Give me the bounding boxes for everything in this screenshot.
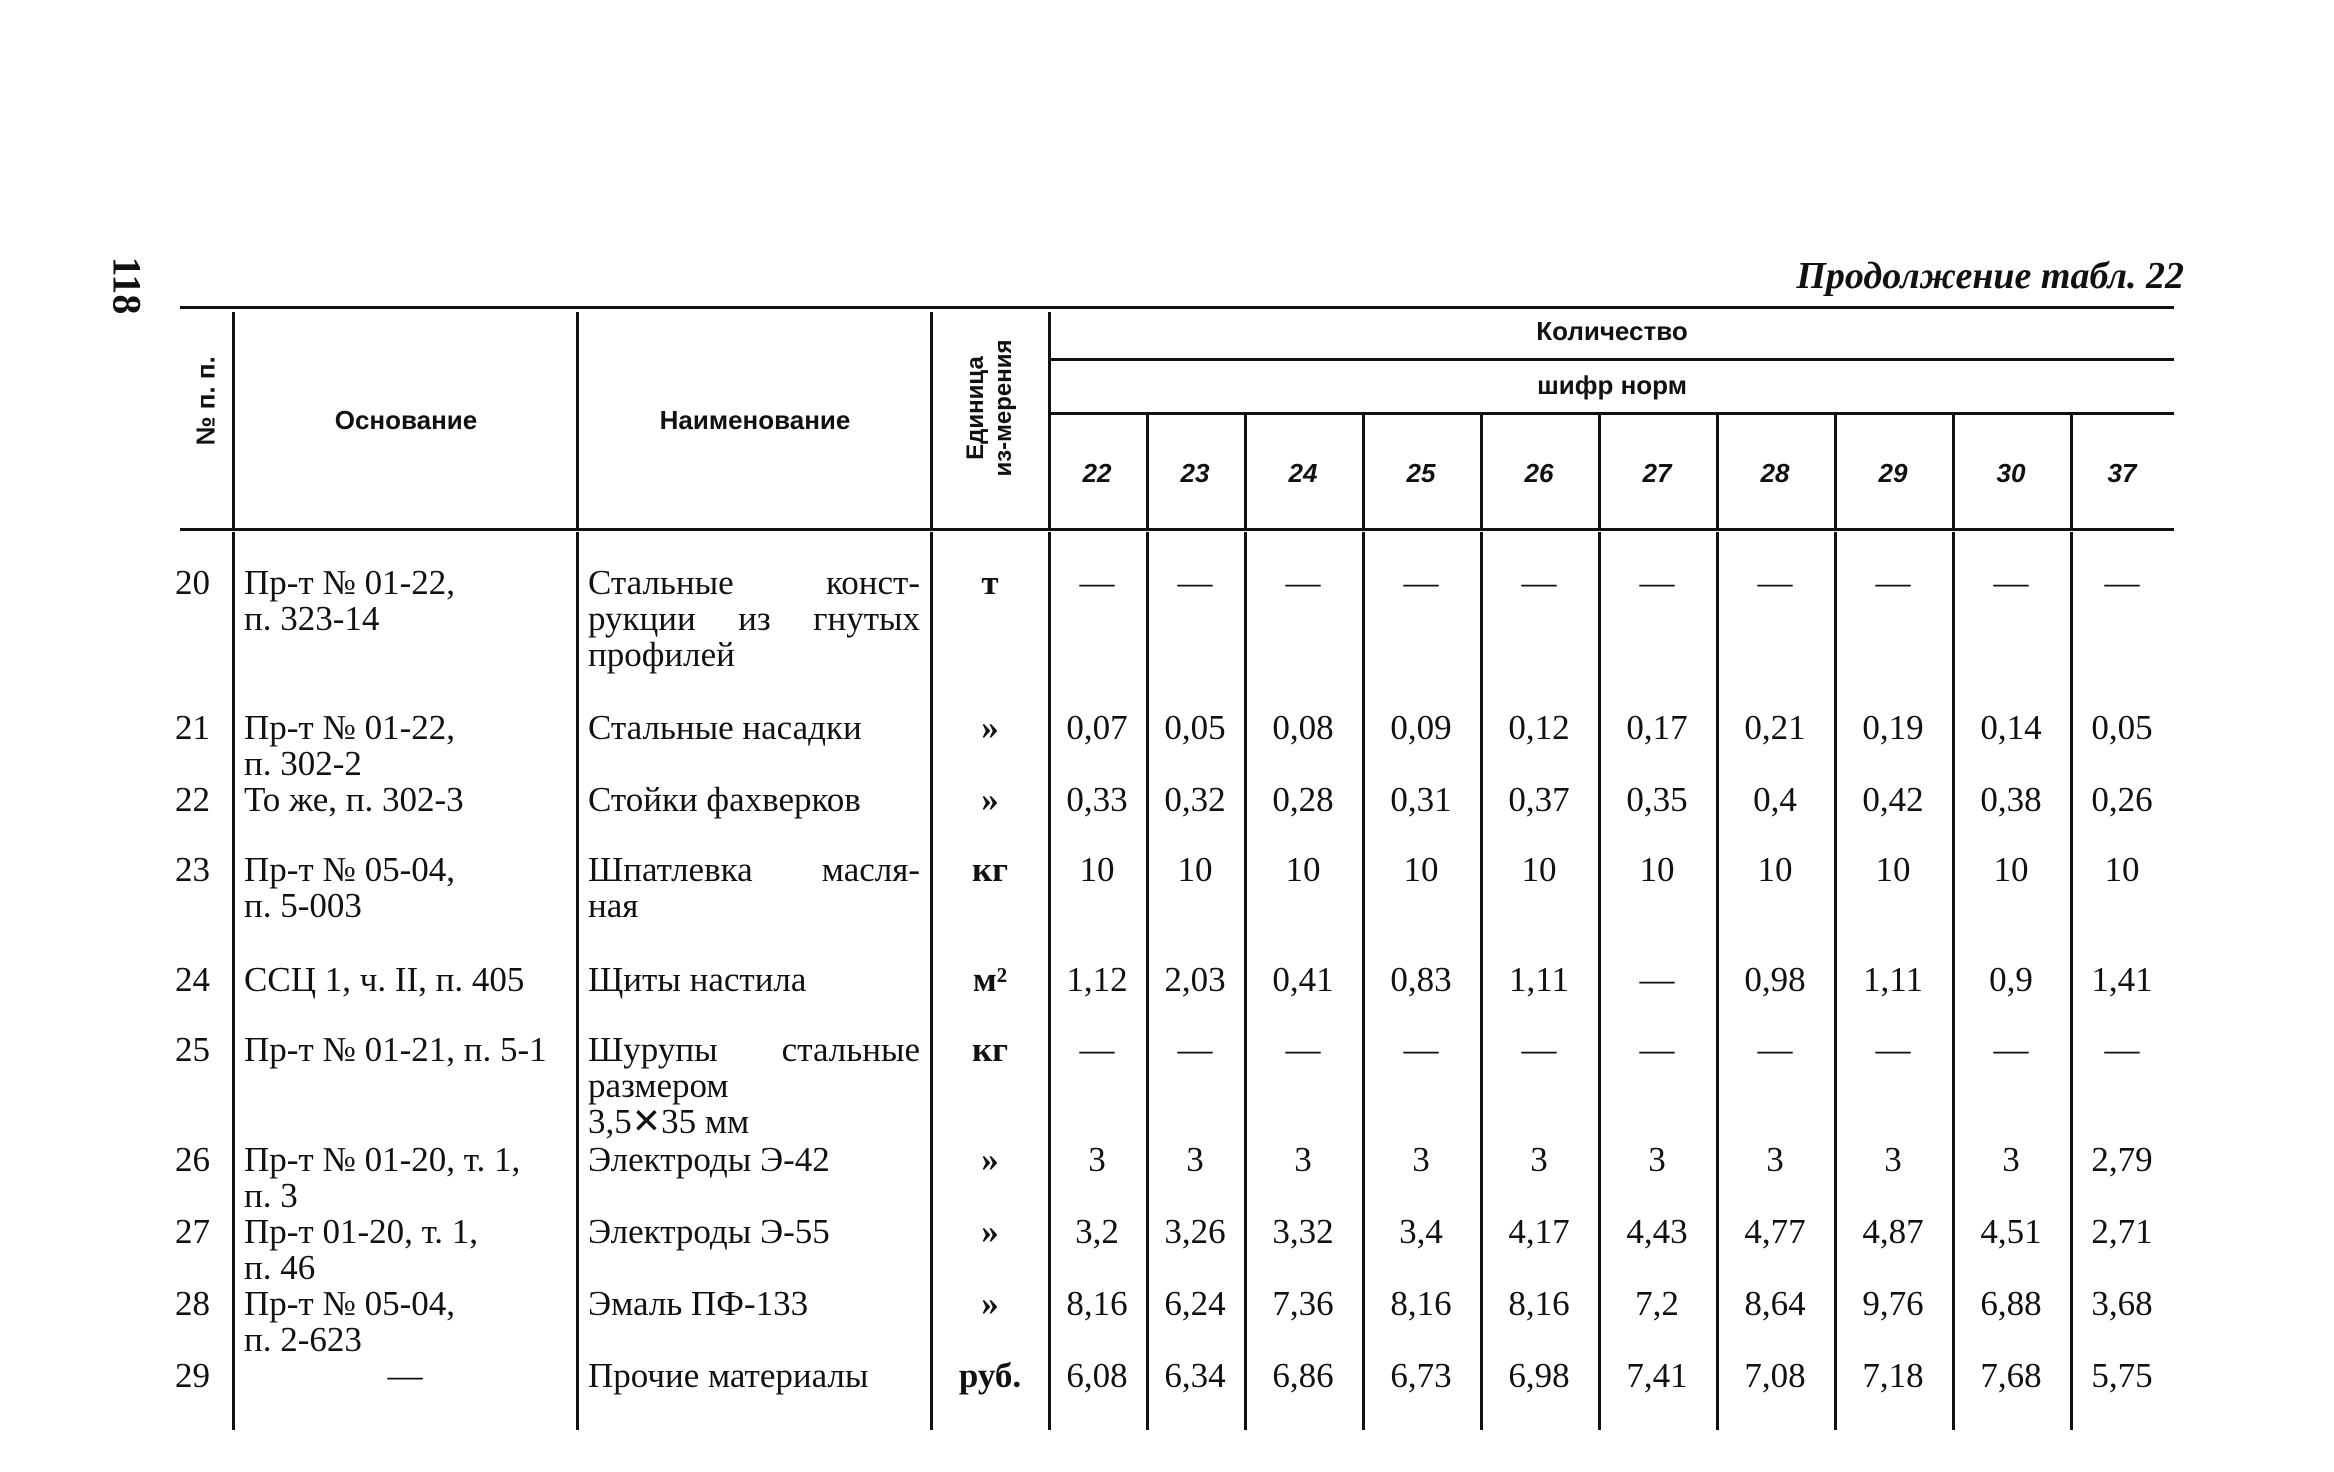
value-cell: 3,4 [1399, 1212, 1443, 1251]
value-cell: 10 [1993, 850, 2029, 889]
basis-line: п. 5-003 [244, 886, 362, 925]
basis-line: Пр-т 01-20, т. 1, [244, 1212, 479, 1251]
header-code: 23 [1180, 458, 1210, 488]
header-col-divider [576, 312, 579, 528]
name-line: Стальные конст- [588, 563, 920, 602]
value-cell: 3 [1294, 1140, 1312, 1179]
header-code: 29 [1878, 458, 1908, 488]
value-cell: 4,17 [1508, 1212, 1570, 1251]
unit-cell: т [981, 563, 999, 602]
value-cell: 6,34 [1164, 1356, 1226, 1395]
top-rule [180, 306, 2174, 309]
value-cell: 1,12 [1066, 960, 1128, 999]
value-cell: 6,98 [1508, 1356, 1570, 1395]
value-cell: — [1285, 563, 1321, 602]
header-code: 37 [2107, 458, 2137, 488]
value-cell: 1,11 [1509, 960, 1569, 999]
value-cell: 6,86 [1272, 1356, 1334, 1395]
value-cell: 8,16 [1390, 1284, 1452, 1323]
value-cell: — [1757, 563, 1793, 602]
row-number: 26 [175, 1140, 210, 1179]
header-row-number: № п. п. [190, 356, 221, 446]
header-code: 24 [1288, 458, 1318, 488]
value-cell: 5,75 [2091, 1356, 2153, 1395]
value-cell: 0,14 [1980, 708, 2042, 747]
value-cell: 0,41 [1272, 960, 1334, 999]
value-cell: 0,31 [1390, 780, 1452, 819]
value-cell: 0,98 [1744, 960, 1806, 999]
value-cell: — [1639, 960, 1675, 999]
value-cell: 6,88 [1980, 1284, 2042, 1323]
value-cell: 10 [1403, 850, 1439, 889]
unit-cell: кг [971, 850, 1009, 889]
row-number: 29 [175, 1356, 210, 1395]
header-rule [180, 528, 2174, 531]
value-cell: — [1521, 1030, 1557, 1069]
value-cell: 7,68 [1980, 1356, 2042, 1395]
value-cell: 0,35 [1626, 780, 1688, 819]
basis-line: Пр-т № 01-22, [244, 708, 456, 747]
row-number: 22 [175, 780, 210, 819]
basis-line: Пр-т № 01-21, п. 5-1 [244, 1030, 547, 1069]
header-code: 25 [1406, 458, 1436, 488]
value-cell: 2,71 [2091, 1212, 2153, 1251]
value-cell: 10 [1285, 850, 1321, 889]
basis-line: п. 323-14 [244, 599, 380, 638]
value-cell: 10 [1757, 850, 1793, 889]
unit-cell: кг [971, 1030, 1009, 1069]
value-cell: 0,05 [2091, 708, 2153, 747]
value-cell: 0,38 [1980, 780, 2042, 819]
value-cell: — [2104, 563, 2140, 602]
header-col-divider [930, 312, 933, 528]
value-cell: 6,73 [1390, 1356, 1452, 1395]
value-cell: 0,28 [1272, 780, 1334, 819]
value-cell: — [1757, 1030, 1793, 1069]
value-cell: 9,76 [1862, 1284, 1924, 1323]
value-cell: 0,19 [1862, 708, 1924, 747]
unit-cell: » [981, 708, 999, 747]
header-quantity: Количество [1536, 316, 1688, 346]
unit-cell: руб. [958, 1356, 1022, 1395]
header-code: 27 [1642, 458, 1672, 488]
value-cell: 3 [1088, 1140, 1106, 1179]
value-cell: 0,12 [1508, 708, 1570, 747]
name-line: ная [588, 886, 639, 925]
value-cell: — [1079, 1030, 1115, 1069]
value-cell: 10 [2104, 850, 2140, 889]
header-col-divider [232, 312, 235, 528]
name-line: размером [588, 1066, 729, 1105]
value-cell: — [1639, 563, 1675, 602]
table-caption: Продолжение табл. 22 [1796, 255, 2184, 297]
value-cell: 0,33 [1066, 780, 1128, 819]
value-cell: 0,09 [1390, 708, 1452, 747]
value-cell: 8,64 [1744, 1284, 1806, 1323]
page-number: 118 [104, 256, 150, 315]
value-cell: 6,24 [1164, 1284, 1226, 1323]
value-cell: 7,08 [1744, 1356, 1806, 1395]
unit-cell: » [981, 1284, 999, 1323]
basis-line: ССЦ 1, ч. II, п. 405 [244, 960, 525, 999]
header-cipher: шифр норм [1537, 370, 1687, 400]
value-cell: 2,79 [2091, 1140, 2153, 1179]
value-cell: 4,43 [1626, 1212, 1688, 1251]
value-cell: 1,41 [2091, 960, 2153, 999]
name-line: рукции из гнутых [588, 599, 920, 638]
value-cell: 0,08 [1272, 708, 1334, 747]
value-cell: 3 [1412, 1140, 1430, 1179]
value-cell: 2,03 [1164, 960, 1226, 999]
header-code: 26 [1524, 458, 1554, 488]
row-number: 23 [175, 850, 210, 889]
value-cell: 0,32 [1164, 780, 1226, 819]
name-line: Эмаль ПФ-133 [588, 1284, 809, 1323]
value-cell: 10 [1521, 850, 1557, 889]
value-cell: — [1993, 1030, 2029, 1069]
value-cell: — [1403, 1030, 1439, 1069]
value-cell: 7,41 [1626, 1356, 1688, 1395]
name-line: профилей [588, 635, 735, 674]
name-line: Прочие материалы [588, 1356, 869, 1395]
row-number: 21 [175, 708, 210, 747]
value-cell: 3 [2002, 1140, 2020, 1179]
value-cell: — [1521, 563, 1557, 602]
value-cell: 3,32 [1272, 1212, 1334, 1251]
name-line: Стальные насадки [588, 708, 862, 747]
name-line: Электроды Э-42 [588, 1140, 830, 1179]
value-cell: 3,26 [1164, 1212, 1226, 1251]
row-number: 27 [175, 1212, 210, 1251]
value-cell: 0,42 [1862, 780, 1924, 819]
value-cell: 0,05 [1164, 708, 1226, 747]
row-number: 20 [175, 563, 210, 602]
value-cell: — [1993, 563, 2029, 602]
cipher-rule [1050, 412, 2174, 415]
body-col-divider [576, 532, 579, 1430]
value-cell: 4,77 [1744, 1212, 1806, 1251]
quantity-rule [1050, 358, 2174, 361]
value-cell: — [1079, 563, 1115, 602]
value-cell: — [1403, 563, 1439, 602]
value-cell: 0,37 [1508, 780, 1570, 819]
value-cell: 8,16 [1066, 1284, 1128, 1323]
value-cell: — [1875, 563, 1911, 602]
name-line: Стойки фахверков [588, 780, 861, 819]
value-cell: 0,07 [1066, 708, 1128, 747]
basis-line: — [387, 1356, 423, 1395]
value-cell: 0,4 [1753, 780, 1797, 819]
value-cell: 3 [1648, 1140, 1666, 1179]
basis-line: Пр-т № 01-22, [244, 563, 456, 602]
basis-line: Пр-т № 05-04, [244, 1284, 456, 1323]
value-cell: 3 [1186, 1140, 1204, 1179]
row-number: 24 [175, 960, 210, 999]
unit-cell: » [981, 780, 999, 819]
header-unit: Единица из-мерения [962, 339, 1017, 477]
value-cell: 7,36 [1272, 1284, 1334, 1323]
value-cell: 10 [1177, 850, 1213, 889]
body-col-divider [930, 532, 933, 1430]
value-cell: 7,18 [1862, 1356, 1924, 1395]
value-cell: 0,26 [2091, 780, 2153, 819]
name-line: Щиты настила [588, 960, 807, 999]
value-cell: 3 [1884, 1140, 1902, 1179]
basis-line: п. 46 [244, 1248, 316, 1287]
basis-line: п. 302-2 [244, 744, 362, 783]
body-col-divider [232, 532, 235, 1430]
value-cell: 6,08 [1066, 1356, 1128, 1395]
value-cell: 0,17 [1626, 708, 1688, 747]
value-cell: — [1875, 1030, 1911, 1069]
value-cell: 4,51 [1980, 1212, 2042, 1251]
basis-line: То же, п. 302-3 [244, 780, 464, 819]
value-cell: 8,16 [1508, 1284, 1570, 1323]
name-line: Шурупы стальные [588, 1030, 920, 1069]
name-line: 3,5✕35 мм [588, 1102, 750, 1141]
value-cell: 7,2 [1635, 1284, 1679, 1323]
value-cell: 10 [1639, 850, 1675, 889]
unit-cell: м² [972, 960, 1008, 999]
value-cell: 0,83 [1390, 960, 1452, 999]
name-line: Шпатлевка масля- [588, 850, 920, 889]
value-cell: 3,68 [2091, 1284, 2153, 1323]
value-cell: 4,87 [1862, 1212, 1924, 1251]
header-code: 22 [1082, 458, 1112, 488]
value-cell: 1,11 [1863, 960, 1923, 999]
basis-line: п. 3 [244, 1176, 298, 1215]
header-code: 28 [1760, 458, 1790, 488]
value-cell: 0,9 [1989, 960, 2033, 999]
unit-cell: » [981, 1212, 999, 1251]
value-cell: — [1285, 1030, 1321, 1069]
value-cell: 3 [1530, 1140, 1548, 1179]
name-line: Электроды Э-55 [588, 1212, 830, 1251]
basis-line: Пр-т № 05-04, [244, 850, 456, 889]
basis-line: п. 2-623 [244, 1320, 362, 1359]
value-cell: 10 [1079, 850, 1115, 889]
value-cell: — [1639, 1030, 1675, 1069]
row-number: 28 [175, 1284, 210, 1323]
unit-cell: » [981, 1140, 999, 1179]
value-cell: 10 [1875, 850, 1911, 889]
value-cell: 3 [1766, 1140, 1784, 1179]
basis-line: Пр-т № 01-20, т. 1, [244, 1140, 521, 1179]
value-cell: 0,21 [1744, 708, 1806, 747]
value-cell: — [2104, 1030, 2140, 1069]
value-cell: — [1177, 1030, 1213, 1069]
value-cell: 3,2 [1075, 1212, 1119, 1251]
value-cell: — [1177, 563, 1213, 602]
row-number: 25 [175, 1030, 210, 1069]
header-name: Наименование [659, 405, 851, 435]
header-basis: Основание [334, 405, 478, 435]
header-code: 30 [1996, 458, 2026, 488]
